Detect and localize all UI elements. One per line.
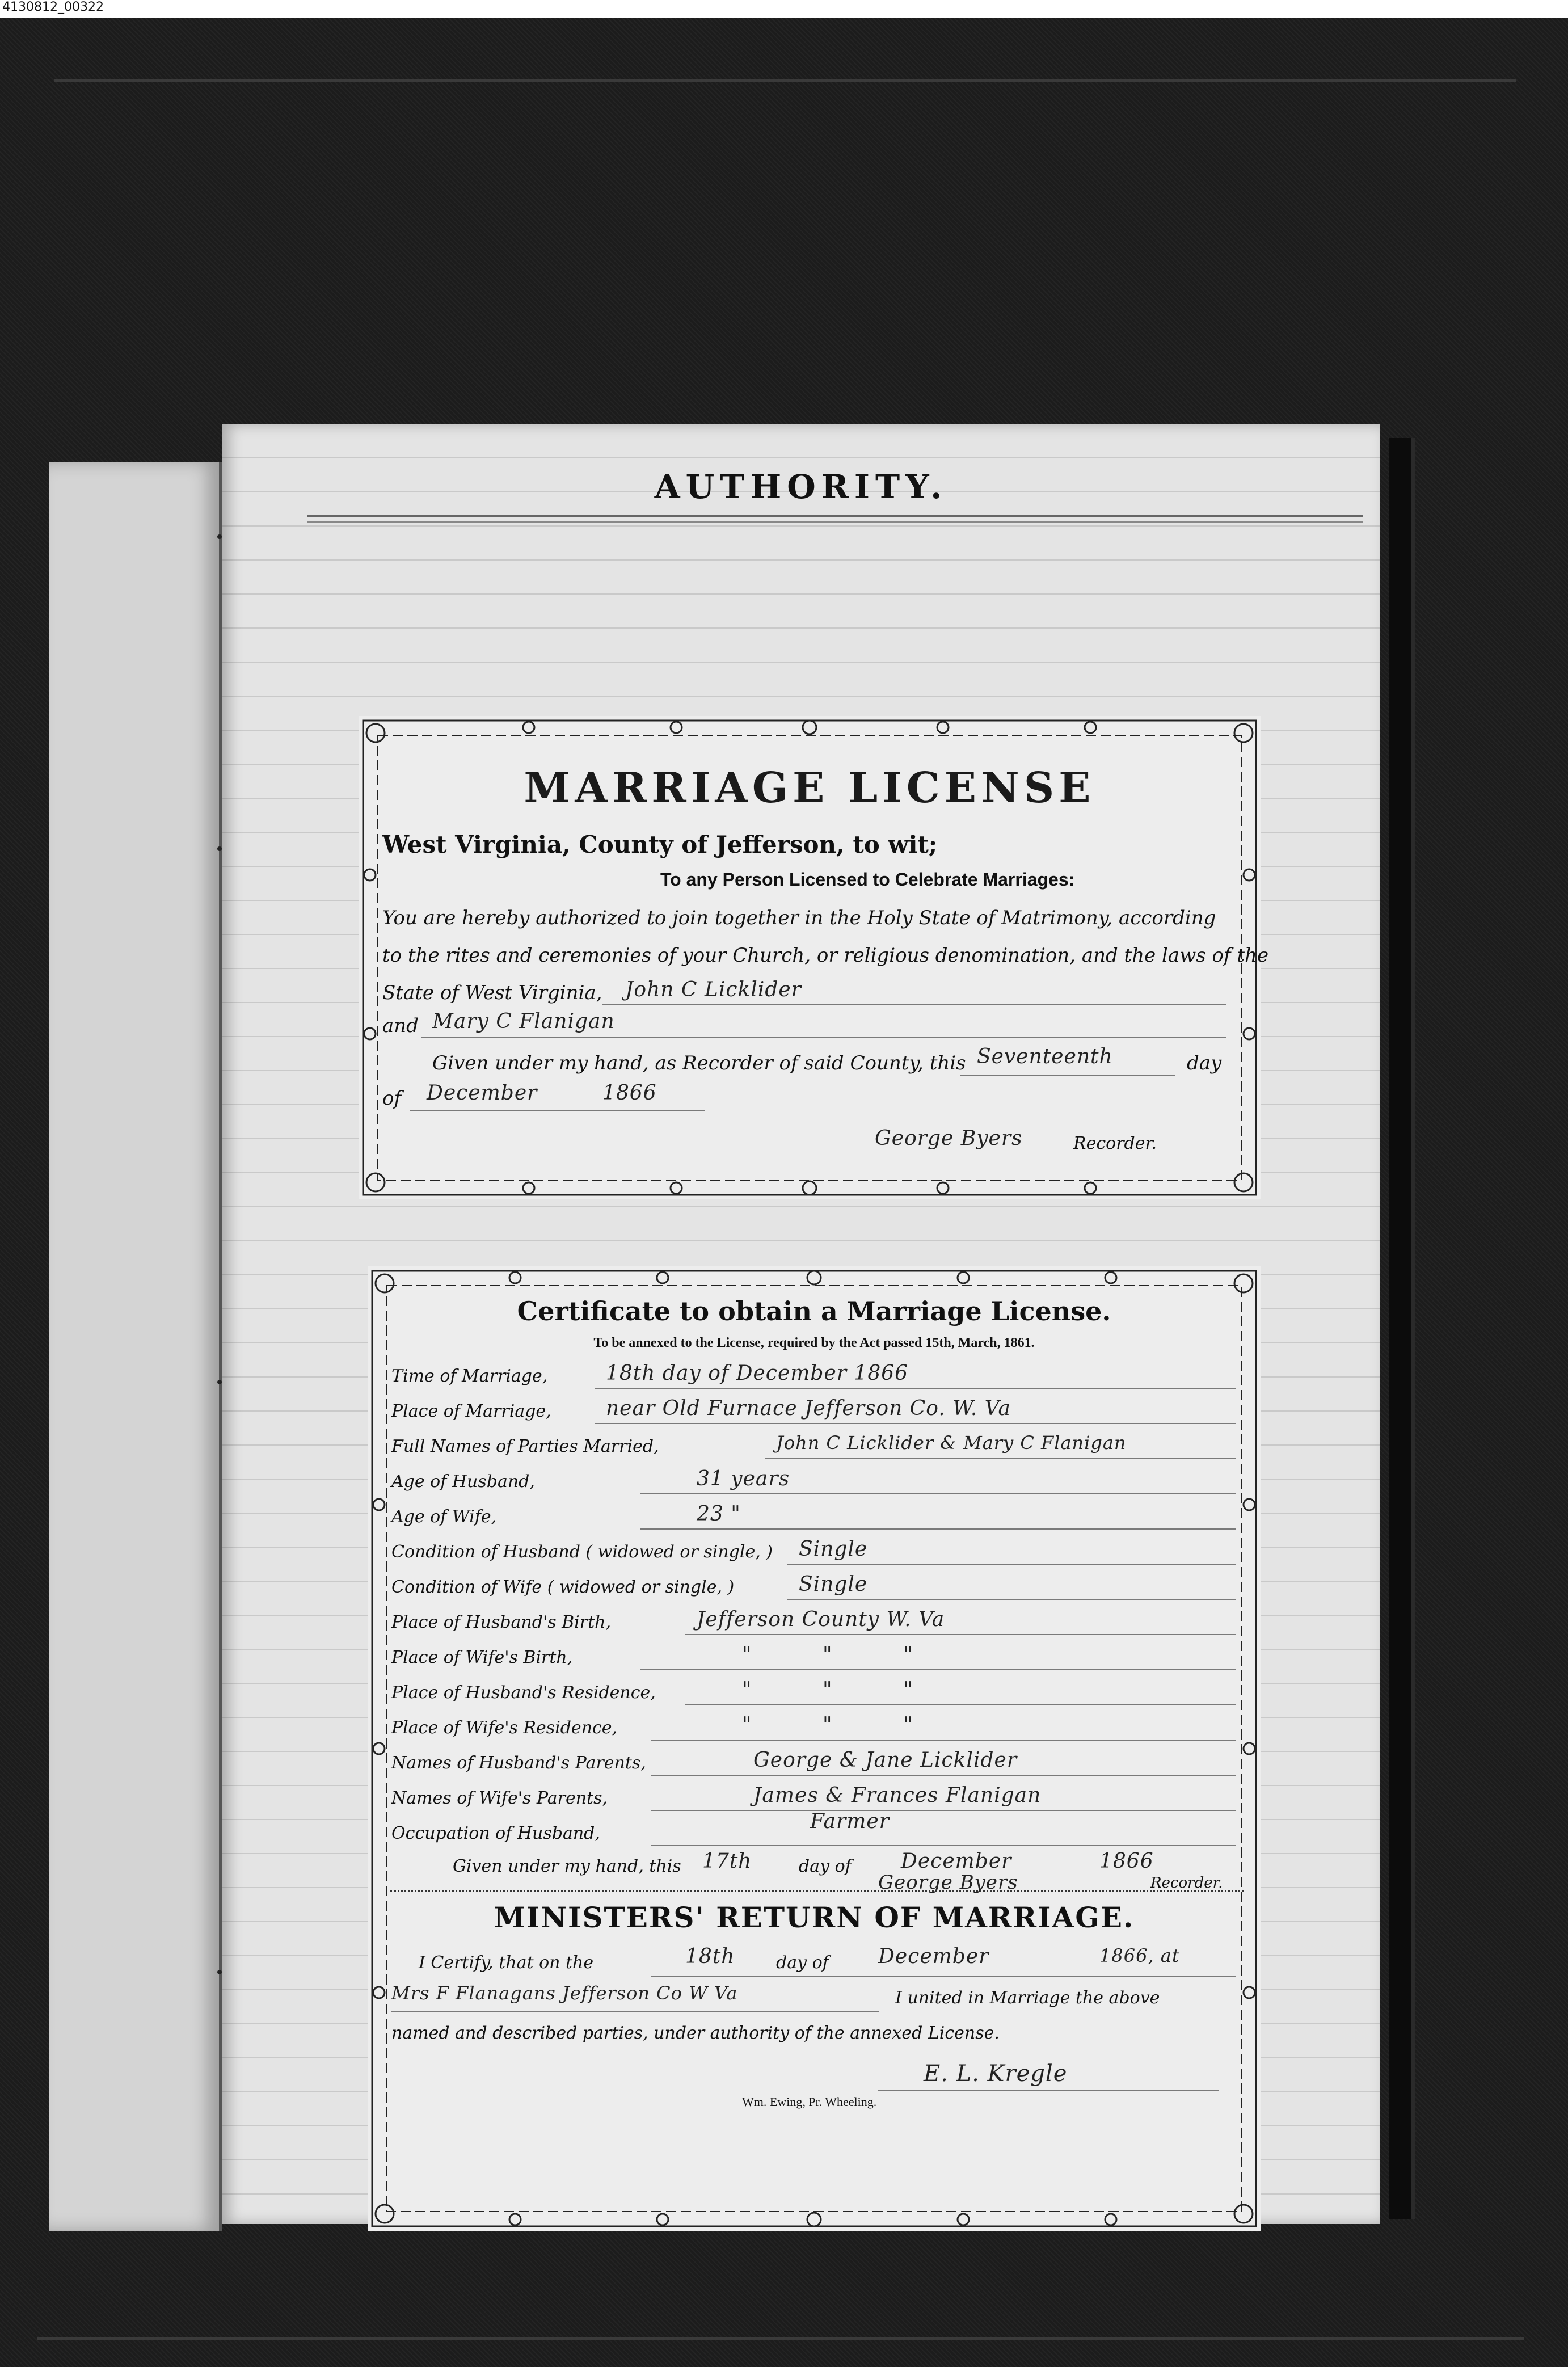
certificate-panel — [368, 1266, 1261, 2231]
fill-line — [595, 1388, 1236, 1389]
field-label-condition-husband: Condition of Husband ( widowed or single, ) — [391, 1542, 773, 1562]
field-value-wife-birth: " " " — [742, 1643, 913, 1666]
bride-name: Mary C Flanigan — [432, 1010, 615, 1033]
minister-signature: E. L. Kregle — [924, 2061, 1068, 2087]
field-label-place: Place of Marriage, — [391, 1401, 551, 1421]
fill-line — [651, 1976, 1236, 1977]
field-label-husband-residence: Place of Husband's Residence, — [391, 1683, 656, 1703]
field-value-occupation: Farmer — [810, 1810, 890, 1833]
field-value-place: near Old Furnace Jefferson Co. W. Va — [606, 1397, 1011, 1420]
field-label-age-husband: Age of Husband, — [391, 1472, 535, 1492]
heading-rule — [307, 515, 1363, 523]
field-value-full-names: John C Licklider & Mary C Flanigan — [776, 1432, 1127, 1454]
recorder-label: Recorder. — [1073, 1134, 1157, 1153]
fill-line — [685, 1634, 1236, 1635]
fill-line — [651, 1845, 1236, 1846]
ministers-certify-text: I Certify, that on the — [419, 1953, 594, 1973]
certificate-day-of: day of — [799, 1856, 852, 1876]
ministers-year: 1866, at — [1099, 1945, 1180, 1966]
license-state-line: West Virginia, County of Jefferson, to wit; — [382, 831, 938, 858]
ministers-month: December — [878, 1945, 989, 1968]
field-value-husband-birth: Jefferson County W. Va — [697, 1608, 945, 1631]
microfilm-scan — [0, 18, 1568, 2367]
field-label-husband-parents: Names of Husband's Parents, — [391, 1753, 646, 1773]
field-label-wife-birth: Place of Wife's Birth, — [391, 1648, 573, 1667]
license-body-line: to the rites and ceremonies of your Church, or religious denomination, and the laws of the — [382, 944, 1269, 967]
certificate-given-day: 17th — [702, 1850, 752, 1873]
binding-pin — [217, 534, 222, 539]
page-heading: AUTHORITY. — [654, 467, 948, 506]
film-edge-top — [54, 79, 1516, 82]
fill-line — [651, 1775, 1236, 1776]
ministers-place: Mrs F Flanagans Jefferson Co W Va — [391, 1982, 738, 2004]
fill-line — [787, 1564, 1236, 1565]
fill-line — [765, 1458, 1236, 1459]
fill-line — [595, 1423, 1236, 1424]
register-page — [222, 424, 1380, 2224]
printer-imprint: Wm. Ewing, Pr. Wheeling. — [742, 2095, 877, 2109]
license-month: December — [427, 1081, 538, 1105]
field-value-age-wife: 23 " — [697, 1502, 741, 1526]
certificate-recorder-signature: George Byers — [878, 1871, 1018, 1894]
license-address: To any Person Licensed to Celebrate Marriages: — [660, 869, 1075, 890]
license-day-written: Seventeenth — [977, 1045, 1113, 1068]
field-value-condition-wife: Single — [799, 1573, 868, 1596]
field-label-time: Time of Marriage, — [391, 1366, 548, 1386]
binding-pin — [217, 1380, 222, 1384]
certificate-given-year: 1866 — [1099, 1850, 1154, 1873]
field-label-age-wife: Age of Wife, — [391, 1507, 497, 1527]
field-label-husband-birth: Place of Husband's Birth, — [391, 1612, 612, 1632]
field-label-full-names: Full Names of Parties Married, — [391, 1437, 659, 1456]
film-edge-bottom — [37, 2337, 1524, 2340]
ministers-line-2: I united in Marriage the above — [895, 1988, 1160, 2008]
field-label-wife-residence: Place of Wife's Residence, — [391, 1718, 618, 1738]
fill-line — [410, 1110, 705, 1111]
recorder-signature: George Byers — [875, 1127, 1023, 1150]
field-label-occupation: Occupation of Husband, — [391, 1823, 600, 1843]
ministers-divider — [390, 1890, 1244, 1892]
frame-label: 4130812_00322 — [2, 0, 104, 14]
fill-line — [787, 1599, 1236, 1600]
ministers-line-3: named and described parties, under authority of the annexed License. — [391, 2023, 1000, 2043]
left-page — [49, 462, 222, 2231]
of-label: of — [382, 1087, 402, 1110]
license-year: 1866 — [602, 1081, 657, 1105]
fill-line — [651, 1810, 1236, 1811]
certificate-subtitle: To be annexed to the License, required by the Act passed 15th, March, 1861. — [593, 1336, 1035, 1350]
fill-line — [640, 1493, 1236, 1494]
fill-line — [651, 1740, 1236, 1741]
binding-pin — [217, 846, 222, 851]
certificate-given-month: December — [901, 1850, 1012, 1873]
marriage-license-panel — [359, 716, 1269, 1199]
fill-line — [878, 2090, 1219, 2091]
license-body-line: You are hereby authorized to join together in the Holy State of Matrimony, according — [382, 907, 1216, 929]
fill-line — [685, 1704, 1236, 1705]
field-label-wife-parents: Names of Wife's Parents, — [391, 1788, 608, 1808]
ministers-day: 18th — [685, 1945, 735, 1968]
groom-name: John C Licklider — [625, 978, 802, 1001]
day-label: day — [1187, 1052, 1222, 1075]
ministers-day-of: day of — [776, 1953, 829, 1973]
field-label-condition-wife: Condition of Wife ( widowed or single, ) — [391, 1577, 735, 1597]
license-body-line: State of West Virginia, — [382, 982, 602, 1004]
field-value-wife-residence: " " " — [742, 1713, 913, 1737]
certificate-given-text: Given under my hand, this — [453, 1856, 681, 1876]
license-title: MARRIAGE LICENSE — [524, 764, 1095, 812]
fill-line — [640, 1669, 1236, 1670]
fill-line — [421, 1037, 1226, 1038]
fill-line — [640, 1528, 1236, 1530]
license-given-text: Given under my hand, as Recorder of said County, this — [432, 1052, 966, 1075]
fill-line — [391, 2011, 879, 2012]
field-value-husband-residence: " " " — [742, 1678, 913, 1701]
field-value-condition-husband: Single — [799, 1538, 868, 1561]
fill-line — [602, 1004, 1226, 1005]
certificate-recorder-label: Recorder. — [1150, 1875, 1223, 1892]
fill-line — [960, 1075, 1175, 1076]
field-value-time: 18th day of December 1866 — [606, 1362, 909, 1385]
field-value-husband-parents: George & Jane Licklider — [753, 1749, 1018, 1772]
certificate-title: Certificate to obtain a Marriage License. — [517, 1296, 1111, 1326]
ministers-return-title: MINISTERS' RETURN OF MARRIAGE. — [494, 1901, 1135, 1934]
field-value-age-husband: 31 years — [697, 1467, 790, 1490]
book-edge — [1389, 438, 1415, 2219]
field-value-wife-parents: James & Frances Flanigan — [753, 1784, 1042, 1807]
and-label: and — [382, 1014, 419, 1037]
binding-pin — [217, 1970, 222, 1974]
